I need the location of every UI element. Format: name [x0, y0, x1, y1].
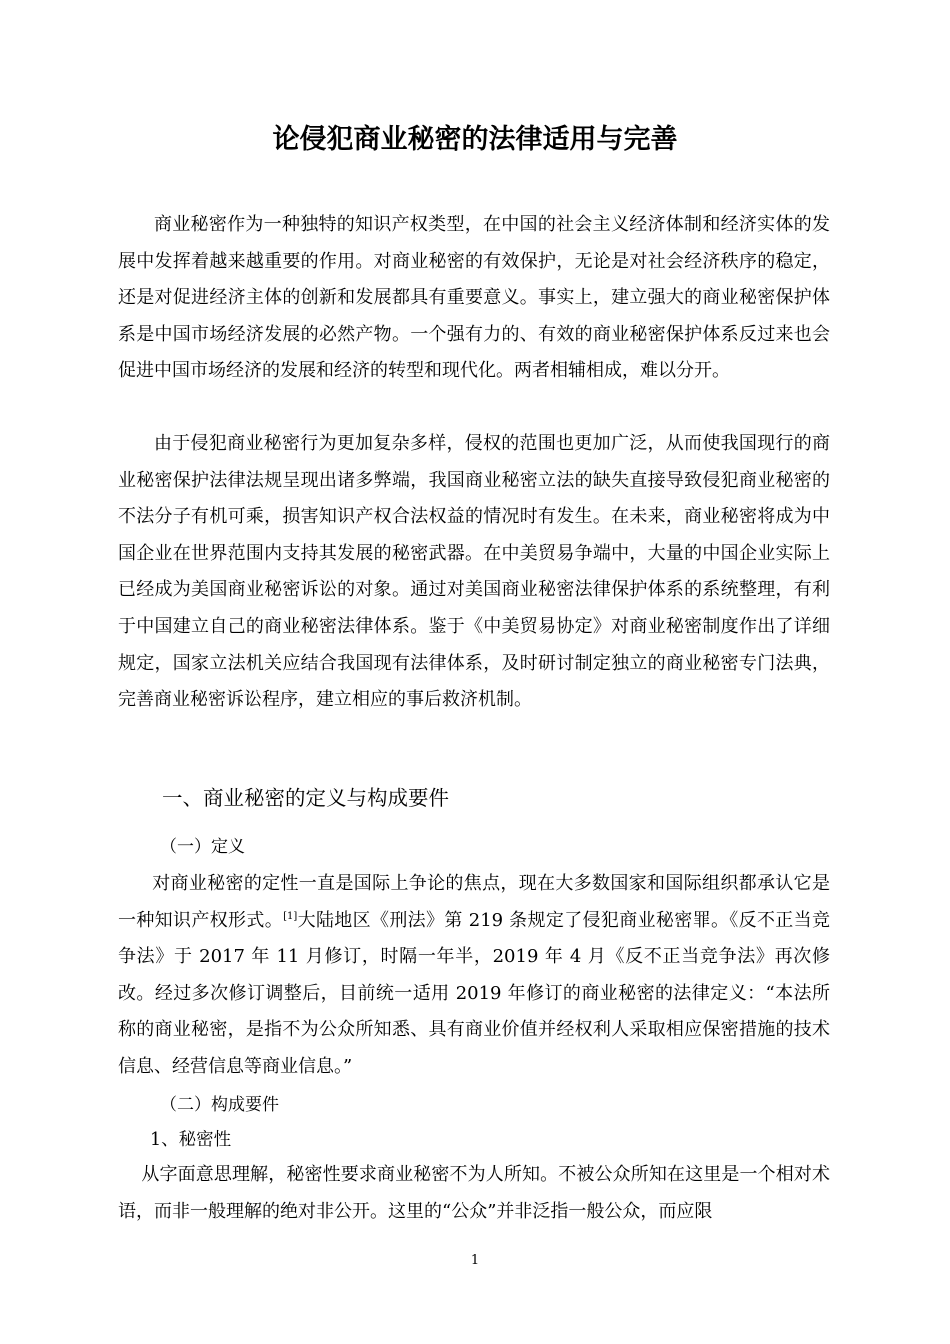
intro-paragraph-2: 由于侵犯商业秘密行为更加复杂多样，侵权的范围也更加广泛，从而使我国现行的商业秘密保护法律法规呈现出诸多弊端，我国商业秘密立法的缺失直接导致侵犯商业秘密的不法分子有机可乘，损害知识产权合法权益的情况时有发生。在未来，商业秘密将成为中国企业在世界范围内支持其发展的秘密武器。在中美贸易争端中，大量的中国企业实际上已经成为美国商业秘密诉讼的对象。通过对美国商业秘密法律保护体系的系统整理，有利于中国建立自己的商业秘密法律体系。鉴于《中美贸易协定》对商业秘密制度作出了详细规定，国家立法机关应结合我国现有法律体系，及时研讨制定独立的商业秘密专门法典，完善商业秘密诉讼程序，建立相应的事后救济机制。: [118, 433, 830, 711]
intro-paragraph-1: 商业秘密作为一种独特的知识产权类型，在中国的社会主义经济体制和经济实体的发展中发挥着越来越重要的作用。对商业秘密的有效保护，无论是对社会经济秩序的稳定，还是对促进经济主体的创新和发展都具有重要意义。事实上，建立强大的商业秘密保护体系是中国市场经济发展的必然产物。一个强有力的、有效的商业秘密保护体系反过来也会促进中国市场经济的发展和经济的转型和现代化。两者相辅相成，难以分开。: [118, 214, 830, 382]
definition-paragraph-block: [118, 866, 830, 1086]
page-number: 1: [470, 1253, 480, 1268]
definition-text-part-2: 大陆地区《刑法》第 219 条规定了侵犯商业秘密罪。《反不正当竞争法》于 2017 年 11 月修订，时隔一年半，2019 年 4 月《反不正当竞争法》再次修改。经过多次修订调整后，目前统一适用 2019 年修订的商业秘密的法律定义：“本法所称的商业秘密，是指不为公众所知悉、具有商业价值并经权利人采取相应保密措施的技术信息、经营信息等商业信息。”: [118, 909, 830, 1077]
intro-paragraph-2-block: [118, 426, 830, 719]
subsection-definition-heading: （一）定义: [160, 837, 245, 857]
subsection-elements-heading: （二）构成要件: [160, 1095, 279, 1115]
definition-text-part-1: 对商业秘密的定性一直是国际上争论的焦点，现在大多数国家和国际组织都承认它是一种知识产权形式。: [118, 873, 830, 931]
item-secrecy-heading: 1、秘密性: [150, 1130, 232, 1150]
secrecy-paragraph: 从字面意思理解，秘密性要求商业秘密不为人所知。不被公众所知在这里是一个相对术语，而非一般理解的绝对非公开。这里的“公众”并非泛指一般公众，而应限: [118, 1164, 830, 1222]
secrecy-paragraph-block: [118, 1157, 830, 1230]
section-1-heading: 一、商业秘密的定义与构成要件: [162, 786, 449, 810]
definition-paragraph: [118, 866, 830, 1086]
intro-paragraph-1-block: [118, 207, 830, 390]
document-title: 论侵犯商业秘密的法律适用与完善: [272, 124, 678, 155]
citation-ref-1: [1]: [283, 910, 298, 922]
